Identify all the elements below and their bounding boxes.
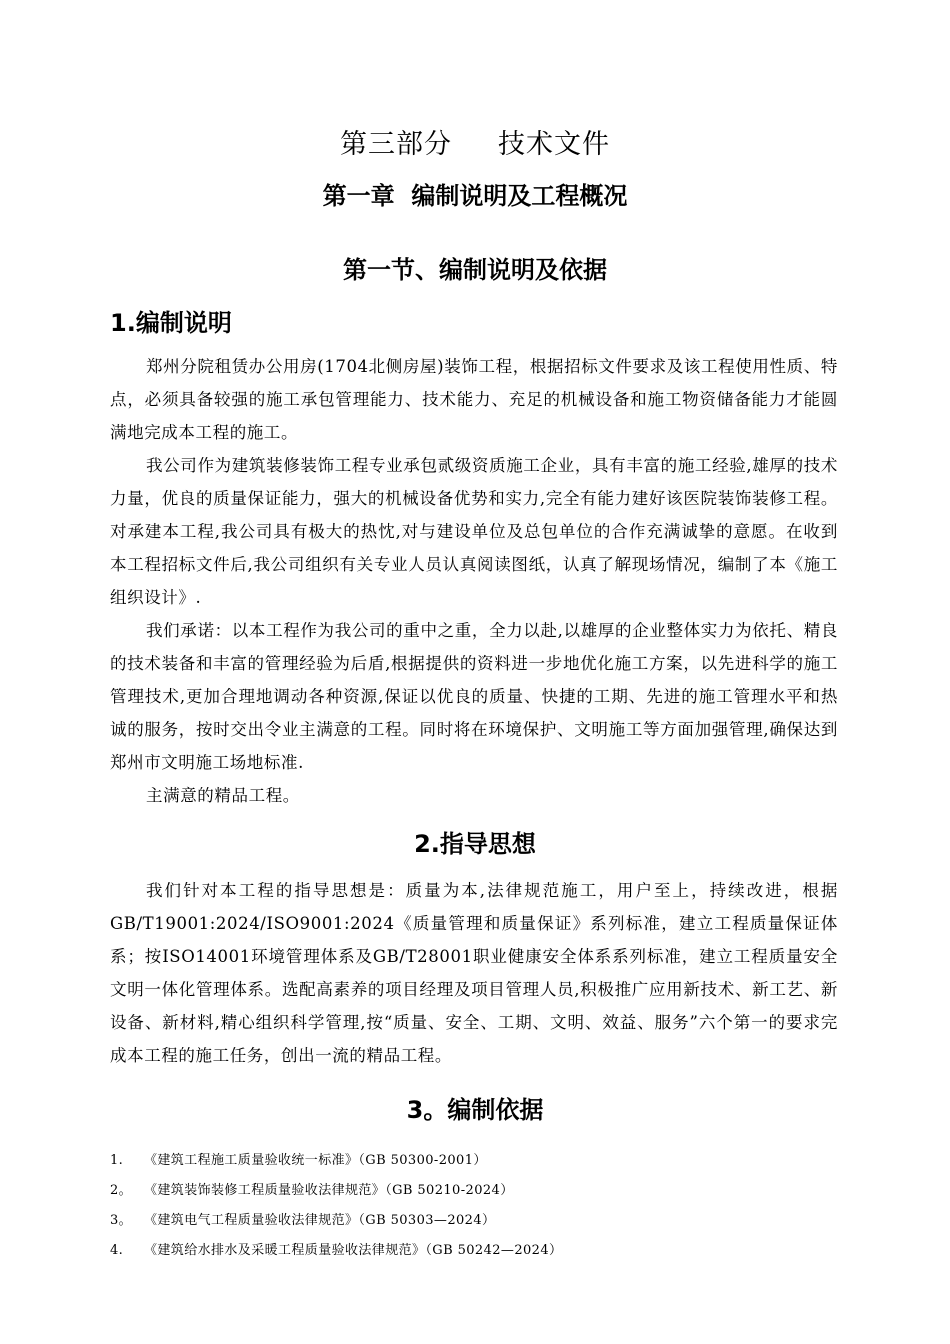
heading-compilation-notes: 1.编制说明 — [110, 309, 232, 337]
list-item-text: 《建筑工程施工质量验收统一标准》（GB 50300-2001） — [144, 1153, 487, 1168]
list-item-number: 3。 — [110, 1213, 133, 1228]
paragraph: 我公司作为建筑装修装饰工程专业承包贰级资质施工企业，具有丰富的施工经验,雄厚的技术力量，优良的质量保证能力，强大的机械设备优势和实力,完全有能力建好该医院装饰装修工程。对承建本工程,我公司具有极大的热忱,对与建设单位及总包单位的合作充满诚挚的意愿。在收到本工程招标文件后,我公司组织有关专业人员认真阅读图纸，认真了解现场情况，编制了本《施工组织设计》. — [110, 456, 838, 607]
list-item-number: 4. — [110, 1243, 124, 1258]
part-title — [0, 122, 950, 161]
list-item-number: 1. — [110, 1153, 124, 1168]
paragraph: 主满意的精品工程。 — [146, 786, 300, 805]
list-item — [110, 1146, 838, 1176]
list-item-number: 2。 — [110, 1183, 133, 1198]
section-title: 第一节、编制说明及依据 — [343, 256, 607, 284]
list-item-text: 《建筑装饰装修工程质量验收法律规范》（GB 50210-2024） — [144, 1183, 514, 1198]
chapter-title: 第一章 编制说明及工程概况 — [322, 182, 628, 210]
list-item — [110, 1176, 838, 1206]
paragraph: 我们针对本工程的指导思想是：质量为本,法律规范施工，用户至上，持续改进，根据GB/T19001:2024/ISO9001:2024《质量管理和质量保证》系列标准，建立工程质量保证体系；按ISO14001环境管理体系及GB/T28001职业健康安全体系系列标准，建立工程质量安全文明一体化管理体系。选配高素养的项目经理及项目管理人员,积极推广应用新技术、新工艺、新设备、新材料,精心组织科学管理,按“质量、安全、工期、文明、效益、服务”六个第一的要求完成本工程的施工任务，创出一流的精品工程。 — [110, 881, 838, 1065]
paragraph: 我们承诺：以本工程作为我公司的重中之重，全力以赴,以雄厚的企业整体实力为依托、精良的技术装备和丰富的管理经验为后盾,根据提供的资料进一步地优化施工方案，以先进科学的施工管理技术,更加合理地调动各种资源,保证以优良的质量、快捷的工期、先进的施工管理水平和热诚的服务，按时交出令业主满意的工程。同时将在环境保护、文明施工等方面加强管理,确保达到郑州市文明施工场地标准. — [110, 621, 838, 772]
list-item-text: 《建筑电气工程质量验收法律规范》（GB 50303—2024） — [144, 1213, 496, 1228]
heading-compilation-basis: 3。编制依据 — [406, 1096, 544, 1124]
part-title-right: 技术文件 — [498, 129, 610, 160]
list-item — [110, 1236, 838, 1266]
part-title-left: 第三部分 — [340, 129, 452, 160]
list-item — [110, 1206, 838, 1236]
reference-list — [110, 1146, 838, 1266]
paragraph: 郑州分院租赁办公用房(1704北侧房屋)装饰工程，根据招标文件要求及该工程使用性质、特点，必须具备较强的施工承包管理能力、技术能力、充足的机械设备和施工物资储备能力才能圆满地完成本工程的施工。 — [110, 357, 838, 442]
heading-guiding-ideology: 2.指导思想 — [414, 830, 536, 858]
list-item-text: 《建筑给水排水及采暖工程质量验收法律规范》（GB 50242—2024） — [144, 1243, 563, 1258]
